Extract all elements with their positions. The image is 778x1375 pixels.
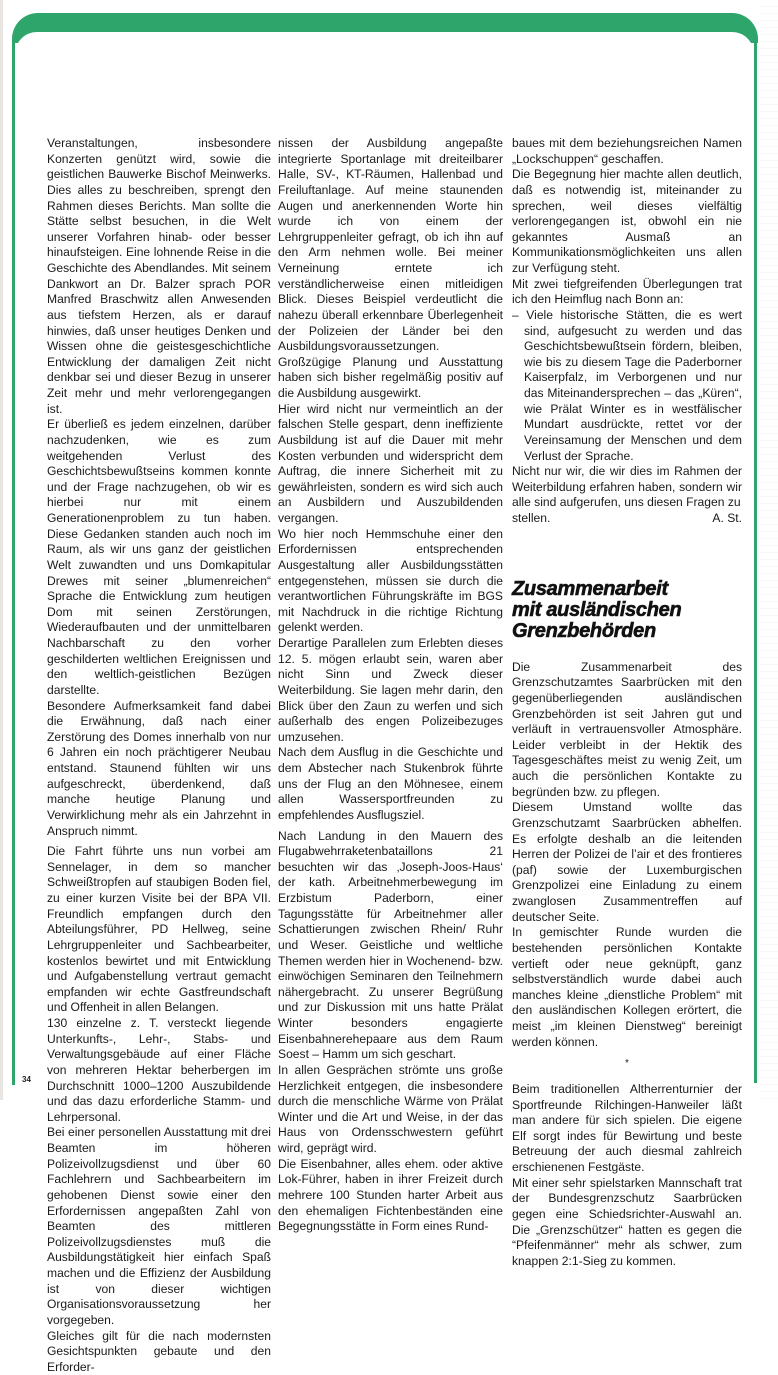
paragraph: Nach dem Ausflug in die Geschichte und dem Abstecher nach Stukenbrok führte uns der Flug an den Möhnesee, einem allen Wassersportfreunden zu empfehlendes Ausflugsziel.: [278, 745, 503, 823]
paragraph: Wo hier noch Hemmschuhe einer den Erfordernissen entsprechenden Ausgestaltung aller Ausbildungsstätten entgegenstehen, müssen sie durch die verantwortlichen Führungskräfte im BGS mit Nachdruck in die richtige Richtung gelenkt werden.: [278, 527, 503, 636]
paragraph: Gleiches gilt für die nach modernsten Gesichtspunkten gebaute und den Erforder-: [47, 1329, 271, 1375]
headline-line: Grenzbehörden: [512, 621, 742, 642]
paragraph: Mit einer sehr spielstarken Mannschaft trat der Bundesgrenzschutz Saarbrücken gegen eine Schiedsrichter-Auswahl an. Die „Grenzschützer“ hatten es gegen die “Pfeifenmänner“ mehr als schwer, zum knappen 2:1-Sieg zu kommen.: [512, 1176, 742, 1270]
closing-text: Nicht nur wir, die wir dies im Rahmen der Weiterbildung erfahren haben, sondern wir alle sind aufgerufen, uns diesen Fragen zu: [512, 464, 742, 509]
headline-line: mit ausländischen: [512, 600, 742, 621]
closing-last-word: stellen.: [512, 511, 550, 527]
paragraph: Diesem Umstand wollte das Grenzschutzamt Saarbrücken abhelfen. Es erfolgte deshalb an die leitenden Herren der Polizei de l’air et des frontieres (paf) sowie der Luxemburgischen Grenzpolizei eine Einladung zu einem zwanglosen Zusammentreffen auf deutscher Seite.: [512, 800, 742, 925]
page-left-edge: [0, 0, 3, 1100]
paragraph: Veranstaltungen, insbesondere Konzerten genützt wird, sowie die geistlichen Bauwerke Bischof Meinwerks. Dies alles zu beschreiben, sprengt den Rahmen dieses Berichts. Man sollte die Stätte selbst besuchen, in die Welt unserer Vorfahren hinab- oder besser hinaufsteigen. Eine lohnende Reise in die Geschichte des Abendlandes. Mit seinem Dankwort an Dr. Balzer sprach POR Manfred Braschwitz allen Anwesenden aus tiefstem Herzen, als er darauf hinwies, daß unser heutiges Denken und Wissen ohne die geistesgeschichtliche Entwicklung der damaligen Zeit nicht denkbar sei und dieser Bezug in unserer Zeit mehr und mehr verlorengegangen ist.: [47, 136, 271, 417]
paragraph: 130 einzelne z. T. versteckt liegende Unterkunfts-, Lehr-, Stabs- und Verwaltungsgebäude auf einer Fläche von mehreren Hektar beherbergen im Durchschnitt 1000–1200 Auszubildende und das dazu erforderliche Stamm- und Lehrpersonal.: [47, 1016, 271, 1125]
article-headline: [512, 579, 742, 642]
green-frame-left-rule: [12, 40, 15, 1085]
paragraph: nissen der Ausbildung angepaßte integrierte Sportanlage mit dreiteilbarer Halle, SV-, KT-Räumen, Hallenbad und Freiluftanlage. Auf meine staunenden Augen und anerkennenden Worte hin wurde ich von einem der Lehrgruppenleiter gefragt, ob ich ihn auf den Arm nehmen wolle. Bei meiner Verneinung erntete ich verständlicherweise einen mitleidigen Blick. Dieses Beispiel verdeutlicht die nahezu überall erkennbare Überlegenheit der Polizeien der Länder bei den Ausbildungsvoraussetzungen.: [278, 136, 503, 355]
headline-line: Zusammenarbeit: [512, 579, 742, 600]
paragraph: In allen Gesprächen strömte uns große Herzlichkeit entgegen, die insbesondere durch die menschliche Wärme von Prälat Winter und die Art und Weise, in der das Haus von Ordensschwestern geführt wird, geprägt wird.: [278, 1063, 503, 1157]
bullet-item: – Viele historische Stätten, die es wert sind, aufgesucht zu werden und das Geschichtsbewußtsein fördern, bleiben, wie bis zu diesem Tage die Paderborner Kaiserpfalz, im Verborgenen und nur das Miteinandersprechen – das „Küren“, wie Prälat Winter es in westfälischer Mundart ausdrückte, rettet vor der Vereinsamung der Menschen und dem Verlust der Sprache.: [512, 308, 742, 464]
text-column-2: [278, 136, 503, 1235]
paragraph: Derartige Parallelen zum Erlebten dieses 12. 5. mögen erlaubt sein, waren aber nicht Sinn und Zweck dieser Weiterbildung. Sie lagen mehr darin, den Blick über den Zaun zu werfen und sich außerhalb des engen Polizeibezuges umzusehen.: [278, 636, 503, 745]
paragraph: baues mit dem beziehungsreichen Namen „Lockschuppen“ geschaffen.: [512, 136, 742, 167]
paragraph: Mit zwei tiefgreifenden Überlegungen trat ich den Heimflug nach Bonn an:: [512, 277, 742, 308]
paragraph: Hier wird nicht nur vermeintlich an der falschen Stelle gespart, denn ineffiziente Ausbildung ist auf die Dauer mit mehr Kosten verbunden und widerspricht dem Auftrag, die innere Sicherheit mit zu gewährleisten, sondern es wird sich auch an Ausbildern und Auszubildenden vergangen.: [278, 402, 503, 527]
paragraph: In gemischter Runde wurden die bestehenden persönlichen Kontakte vertieft oder neue geknüpft, ganz selbstverständlich wurde dabei auch manches kleine „dienstliche Problem“ mit den ausländischen Kollegen erörtert, die meist „im kleinen Dienstweg“ bereinigt werden können.: [512, 925, 742, 1050]
paragraph: Nach Landung in den Mauern des Flugabwehrraketenbataillons 21 besuchten wir das ‚Joseph-Joos-Haus‘ der kath. Arbeitnehmerbewegung im Erzbistum Paderborn, einer Tagungsstätte für Arbeitnehmer aller Schattierungen zwischen Rhein/ Ruhr und Weser. Geistliche und weltliche Themen werden hier in Wochenend- bzw. einwöchigen Seminaren den Teilnehmern nähergebracht. Zu unserer Begrüßung und zur Diskussion mit uns hatte Prälat Winter besonders engagierte Eisenbahnerehepaare aus dem Raum Soest – Hamm um sich geschart.: [278, 829, 503, 1063]
green-frame-right-rule: [754, 40, 757, 1083]
paragraph: Die Fahrt führte uns nun vorbei am Sennelager, in dem so mancher Schweißtropfen auf staubigen Boden fiel, zu einer kurzen Visite bei der BPA VII. Freundlich empfangen durch den Abteilungsführer, PD Hellweg, seine Lehrgruppenleiter und Sachbearbeiter, kostenlos bewirtet und mit Entwicklung und Aufgabenstellung vertraut gemacht empfanden wir echte Gastfreundschaft und Offenheit in allen Belangen.: [47, 844, 271, 1016]
author-signature: A. St.: [712, 511, 742, 527]
paragraph: Beim traditionellen Altherrenturnier der Sportfreunde Rilchingen-Hanweiler läßt man andere für sich spielen. Die eigene Elf sorgt indes für Bewirtung und beste Betreuung der auch diesmal zahlreich erschienenen Festgäste.: [512, 1082, 742, 1176]
paragraph: Die Eisenbahner, alles ehem. oder aktive Lok-Führer, haben in ihrer Freizeit durch mehrere 100 Stunden harter Arbeit aus den ehemaligen Fichtenbeständen eine Begegnungsstätte in Form eines Rund-: [278, 1157, 503, 1235]
closing-signature-line: [512, 511, 742, 527]
page-right-edge: [760, 0, 778, 1100]
paragraph: Besondere Aufmerksamkeit fand dabei die Erwähnung, daß nach einer Zerstörung des Domes innerhalb von nur 6 Jahren ein noch prächtigerer Neubau entstand. Staunend fühlten wir uns aufgeschreckt, überdenkend, daß manche heutige Planung und Verwirklichung mehr als ein Jahrzehnt in Anspruch nimmt.: [47, 699, 271, 840]
paragraph: Die Begegnung hier machte allen deutlich, daß es notwendig ist, miteinander zu sprechen, weil dieses vielfältig verlorengegangen ist, obwohl ein nie gekanntes Ausmaß an Kommunikationsmöglichkeiten uns allen zur Verfügung steht.: [512, 167, 742, 276]
paragraph: Bei einer personellen Ausstattung mit drei Beamten im höheren Polizeivollzugsdienst und über 60 Fachlehrern und Sachbearbeitern im gehobenen Dienst sowie einer den Erfordernissen angepaßten Zahl von Beamten des mittleren Polizeivollzugsdienstes muß die Ausbildungstätigkeit hier einfach Spaß machen und die Effizienz der Ausbildung ist von dieser wichtigen Organisationsvoraussetzung her vorgegeben.: [47, 1125, 271, 1328]
text-column-1: [47, 136, 271, 1375]
paragraph: Er überließ es jedem einzelnen, darüber nachzudenken, wie es zum weitgehenden Verlust des Geschichtsbewußtseins kommen konnte und der Frage nachzugehen, ob wir es hierbei nur mit einem Generationenproblem zu tun haben. Diese Gedanken standen auch noch im Raum, als wir uns ganz der geistlichen Welt zuwandten und uns Domkapitular Drewes mit seiner „blumenreichen“ Sprache die Entwicklung zum heutigen Dom mit seinen Zerstörungen, Wiederaufbauten und der unmittelbaren Nachbarschaft zu den vorher geschilderten weltlichen Ereignissen und den weltlich-geistlichen Bezügen darstellte.: [47, 417, 271, 698]
frame-inner-cutout: [15, 32, 754, 72]
text-column-3: [512, 136, 742, 1269]
section-separator: *: [512, 1056, 742, 1072]
paragraph: Großzügige Planung und Ausstattung haben sich bisher regelmäßig positiv auf die Ausbildung ausgewirkt.: [278, 355, 503, 402]
page-number: 34: [22, 1075, 31, 1084]
paragraph: Die Zusammenarbeit des Grenzschutzamtes Saarbrücken mit den gegenüberliegenden ausländischen Grenzbehörden ist seit Jahren gut und verläuft in vertrauensvoller Atmosphäre. Leider verbleibt in der Hektik des Tagesgeschäftes meist zu wenig Zeit, um auch die persönlichen Kontakte zu begründen bzw. zu pflegen.: [512, 660, 742, 801]
closing-paragraph: [512, 464, 742, 511]
